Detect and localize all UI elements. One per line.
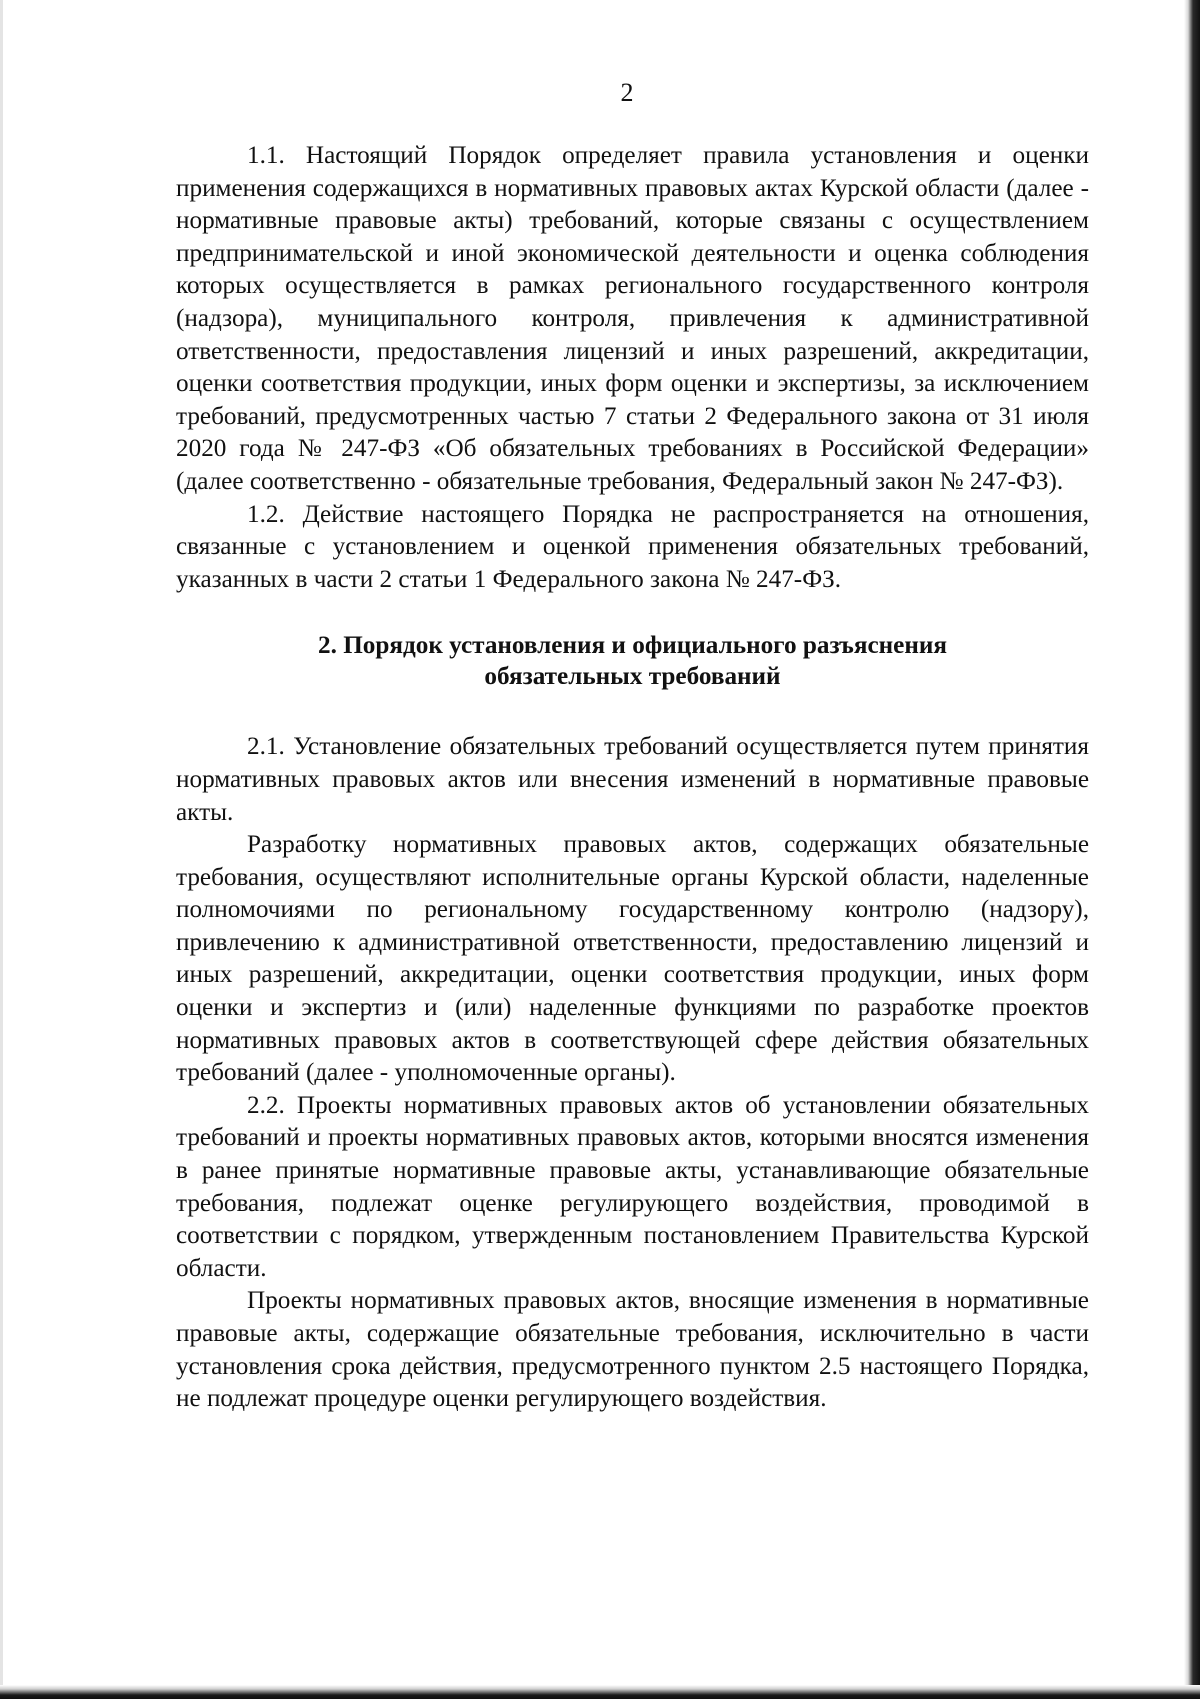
paragraph-1-1: 1.1. Настоящий Порядок определяет правила установления и оценки применения содержащихся в нормативных правовых актах Курской области (далее - нормативные правовые акты) требований, которые связаны с осуществлением предпринимательской и иной экономической деятельности и оценка соблюдения которых осуществляется в рамках регионального государственного контроля (надзора), муниципального контроля, привлечения к административной ответственности, предоставления лицензий и иных разрешений, аккредитации, оценки соответствия продукции, иных форм оценки и экспертизы, за исключением требований, предусмотренных частью 7 статьи 2 Федерального закона от 31 июля 2020 года № 247-ФЗ «Об обязательных требованиях в Российской Федерации» (далее соответственно - обязательные требования, Федеральный закон № 247-ФЗ). xyxy=(176,142,1089,495)
section-2-heading-line-2: обязательных требований xyxy=(484,663,781,691)
paragraph-2-2: 2.2. Проекты нормативных правовых актов об установлении обязательных требований и проекты нормативных правовых актов, которыми вносятся изменения в ранее принятые нормативные правовые акты, устанавливающие обязательные требования, подлежат оценке регулирующего воздействия, проводимой в соответствии с порядком, утвержденным постановлением Правительства Курской области. xyxy=(176,1091,1089,1282)
scan-edge-left xyxy=(0,0,3,1699)
section-2-heading xyxy=(176,630,1089,692)
page-number: 2 xyxy=(620,78,634,107)
document-body xyxy=(176,140,1089,1416)
scan-edge-right xyxy=(1184,0,1200,1699)
paragraph-2-2-exception: Проекты нормативных правовых актов, вносящие изменения в нормативные правовые акты, содержащие обязательные требования, исключительно в части установления срока действия, предусмотренного пунктом 2.5 настоящего Порядка, не подлежат процедуре оценки регулирующего воздействия. xyxy=(176,1287,1089,1413)
section-2-heading-line-1: 2. Порядок установления и официального разъяснения xyxy=(318,632,947,660)
paragraph-2-1-developers: Разработку нормативных правовых актов, содержащих обязательные требования, осуществляют исполнительные органы Курской области, наделенные полномочиями по региональному государственному контролю (надзору), привлечению к административной ответственности, предоставлению лицензий и иных разрешений, аккредитации, оценки соответствия продукции, иных форм оценки и экспертиз и (или) наделенные функциями по разработке проектов нормативных правовых актов в соответствующей сфере действия обязательных требований (далее - уполномоченные органы). xyxy=(176,831,1089,1087)
paragraph-2-1: 2.1. Установление обязательных требований осуществляется путем принятия нормативных правовых актов или внесения изменений в нормативные правовые акты. xyxy=(176,733,1089,826)
paragraph-1-2: 1.2. Действие настоящего Порядка не распространяется на отношения, связанные с установлением и оценкой применения обязательных требований, указанных в части 2 статьи 1 Федерального закона № 247-ФЗ. xyxy=(176,500,1089,593)
scan-edge-bottom xyxy=(0,1685,1200,1699)
